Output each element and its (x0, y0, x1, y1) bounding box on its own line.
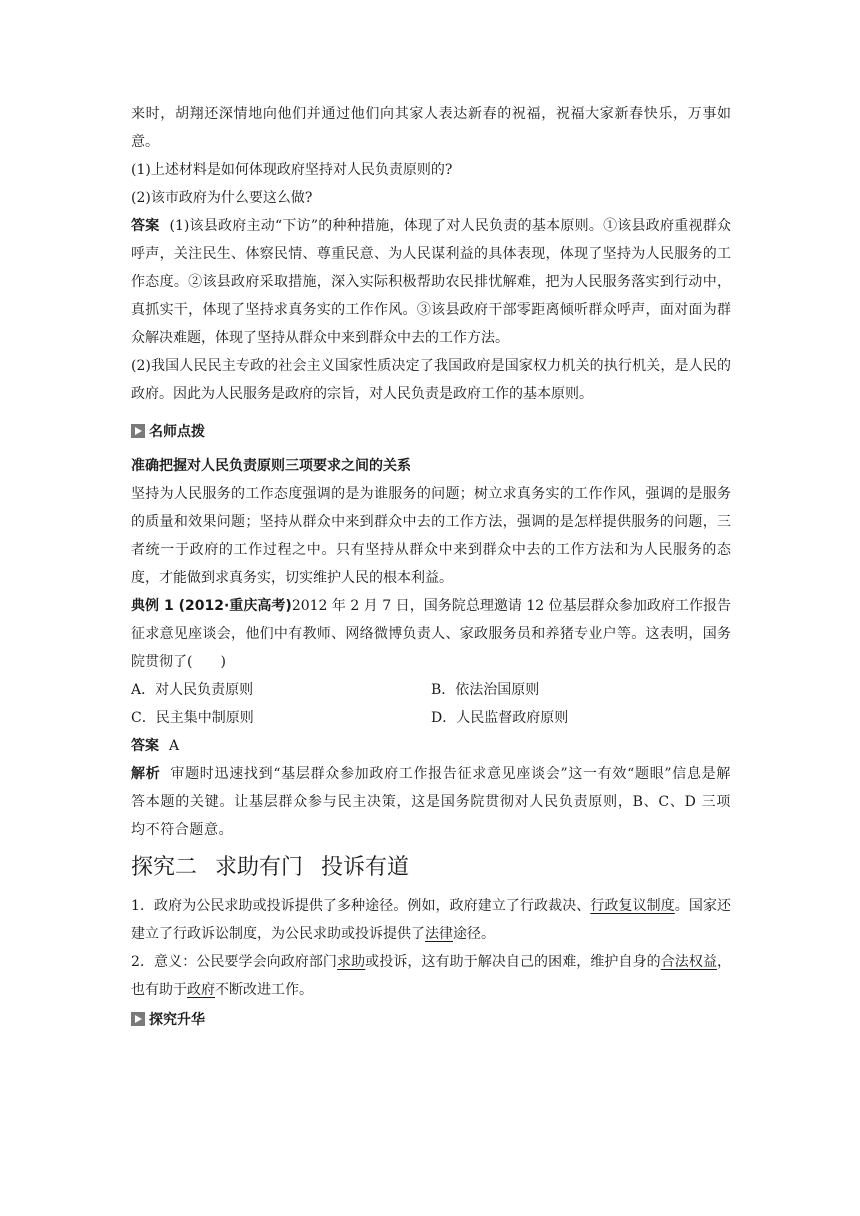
item-2-underline-1: 求助 (337, 954, 366, 970)
answer-text-2: (2)我国人民民主专政的社会主义国家性质决定了我国政府是国家权力机关的执行机关，是人民的政府。因此为人民服务是政府的宗旨，对人民负责是政府工作的基本原则。 (131, 358, 731, 402)
teacher-tip-subtitle: 准确把握对人民负责原则三项要求之间的关系 (131, 458, 411, 474)
intro-line: 来时，胡翔还深情地向他们并通过他们向其家人表达新春的祝福，祝福大家新春快乐，万事如意。 (131, 106, 731, 150)
example-analysis (131, 760, 731, 844)
item-2-underline-2: 合法权益 (660, 954, 718, 970)
section-2-title-a: 探究二 (131, 855, 198, 880)
play-triangle-icon (131, 424, 145, 438)
option-b: B．依法治国原则 (431, 682, 540, 698)
item-2-text-d: 不断改进工作。 (215, 982, 313, 998)
example-answer (131, 732, 731, 760)
answer-text: (1)该县政府主动“下访”的种种措施，体现了对人民负责的基本原则。①该县政府重视群众呼声，关注民生、体察民情、尊重民意、为人民谋利益的具体表现，体现了坚持为人民服务的工作态度。②该县政府采取措施，深入实际积极帮助农民排忧解难，把为人民服务落实到行动中，真抓实干，体现了坚持求真务实的工作作风。③该县政府干部零距离倾听群众呼声，面对面为群众解决难题，体现了坚持从群众中来到群众中去的工作方法。 (131, 218, 731, 346)
item-2-text-a: 2．意义：公民要学会向政府部门 (131, 954, 338, 970)
example-options (131, 676, 731, 732)
play-triangle-icon (131, 1012, 145, 1026)
section-2-title-b: 求助有门 (215, 855, 304, 880)
item-1-text-a: 1．政府为公民求助或投诉提供了多种途径。例如，政府建立了行政裁决、 (131, 898, 591, 914)
upgrade-title: 探究升华 (149, 1012, 205, 1028)
question-1: (1)上述材料是如何体现政府坚持对人民负责原则的? (131, 162, 453, 178)
teacher-tip-title: 名师点拨 (149, 424, 205, 440)
item-2-text-b: 或投诉，这有助于解决自己的困难，维护自身的 (365, 954, 661, 970)
analysis-text: 审题时迅速找到“基层群众参加政府工作报告征求意见座谈会”这一有效“题眼”信息是解答本题的关键。让基层群众参与民主决策，这是国务院贯彻对人民负责原则，B、C、D 三项均不符合题意。 (131, 766, 731, 838)
document-page (131, 100, 731, 1034)
example-question (131, 592, 731, 676)
example-answer-value: A (169, 738, 180, 754)
option-c: C．民主集中制原则 (131, 710, 254, 726)
section-2-item-2 (131, 948, 731, 1004)
section-2-item-1 (131, 892, 731, 948)
example-text: 2012 年 2 月 7 日，国务院总理邀请 12 位基层群众参加政府工作报告征求意见座谈会，他们中有教师、网络微博负责人、家政服务员和养猪专业户等。这表明，国务院贯彻了( ) (131, 598, 731, 670)
upgrade-header (131, 1004, 731, 1034)
answer-label: 答案 (131, 218, 160, 234)
teacher-tip-header (131, 416, 731, 446)
question-2: (2)该市政府为什么要这么做? (131, 190, 313, 206)
item-1-text-c: 途径。 (453, 926, 495, 942)
item-2-text-c: ，也有助于 (131, 954, 732, 998)
teacher-tip-text: 坚持为人民服务的工作态度强调的是为谁服务的问题；树立求真务实的工作作风，强调的是服务的质量和效果问题；坚持从群众中来到群众中去的工作方法，强调的是怎样提供服务的问题，三者统一于政府的工作过程之中。只有坚持从群众中来到群众中去的工作方法和为人民服务的态度，才能做到求真务实，切实维护人民的根本利益。 (131, 486, 731, 586)
example-answer-label: 答案 (131, 738, 159, 754)
answer-block-1 (131, 212, 731, 352)
item-1-underline-1: 行政复议制度 (590, 898, 675, 914)
option-d: D．人民监督政府原则 (431, 710, 569, 726)
analysis-label: 解析 (131, 766, 161, 782)
section-2-title-c: 投诉有道 (321, 855, 410, 880)
section-2-heading (131, 848, 731, 888)
item-1-underline-2: 法律 (425, 926, 453, 942)
example-label: 典例 1 (2012·重庆高考) (131, 598, 292, 614)
option-a: A．对人民负责原则 (131, 682, 254, 698)
item-2-underline-3: 政府 (187, 982, 215, 998)
item-1-text-b: 。国家还建立了行政诉讼制度，为公民求助或投诉提供了 (131, 898, 732, 942)
